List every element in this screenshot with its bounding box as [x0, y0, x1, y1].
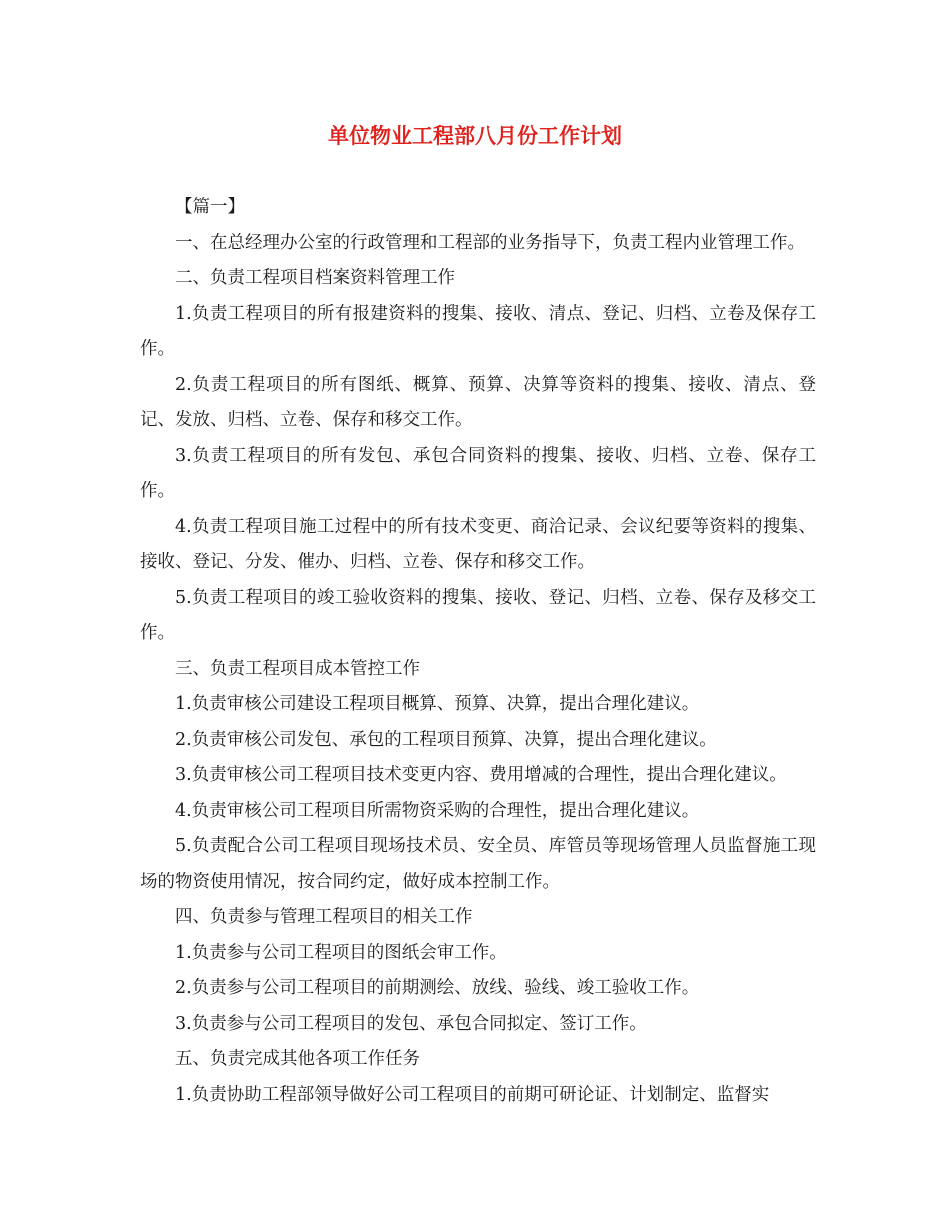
paragraph: 一、在总经理办公室的行政管理和工程部的业务指导下，负责工程内业管理工作。 [175, 232, 805, 253]
list-item: 5.负责配合公司工程项目现场技术员、安全员、库管员等现场管理人员监督施工现场的物资使用情况，按合同约定，做好成本控制工作。 [140, 836, 816, 892]
section-heading: 四、负责参与管理工程项目的相关工作 [175, 907, 473, 927]
list-item: 3.负责工程项目的所有发包、承包合同资料的搜集、接收、归档、立卷、保存工作。 [140, 445, 816, 501]
document-body [140, 190, 816, 1113]
list-item: 4.负责工程项目施工过程中的所有技术变更、商洽记录、会议纪要等资料的搜集、接收、登记、分发、催办、归档、立卷、保存和移交工作。 [140, 516, 816, 572]
list-item: 5.负责工程项目的竣工验收资料的搜集、接收、登记、归档、立卷、保存及移交工作。 [140, 587, 816, 643]
list-item: 3.负责参与公司工程项目的发包、承包合同拟定、签订工作。 [175, 1013, 647, 1034]
section-heading: 五、负责完成其他各项工作任务 [175, 1049, 420, 1069]
list-item: 1.负责协助工程部领导做好公司工程项目的前期可研论证、计划制定、监督实 [175, 1084, 770, 1105]
list-item: 1.负责参与公司工程项目的图纸会审工作。 [175, 942, 507, 963]
section-heading: 三、负责工程项目成本管控工作 [175, 658, 420, 679]
section-label: 【篇一】 [175, 197, 245, 217]
list-item: 2.负责参与公司工程项目的前期测绘、放线、验线、竣工验收工作。 [175, 978, 700, 998]
list-item: 2.负责审核公司发包、承包的工程项目预算、决算，提出合理化建议。 [175, 729, 717, 750]
section-heading: 二、负责工程项目档案资料管理工作 [175, 268, 455, 288]
list-item: 1.负责审核公司建设工程项目概算、预算、决算，提出合理化建议。 [175, 694, 700, 714]
list-item: 2.负责工程项目的所有图纸、概算、预算、决算等资料的搜集、接收、清点、登记、发放、归档、立卷、保存和移交工作。 [140, 374, 816, 430]
list-item: 4.负责审核公司工程项目所需物资采购的合理性，提出合理化建议。 [175, 800, 700, 821]
list-item: 1.负责工程项目的所有报建资料的搜集、接收、清点、登记、归档、立卷及保存工作。 [140, 303, 816, 359]
list-item: 3.负责审核公司工程项目技术变更内容、费用增减的合理性，提出合理化建议。 [175, 765, 787, 785]
document-title: 单位物业工程部八月份工作计划 [328, 124, 622, 148]
